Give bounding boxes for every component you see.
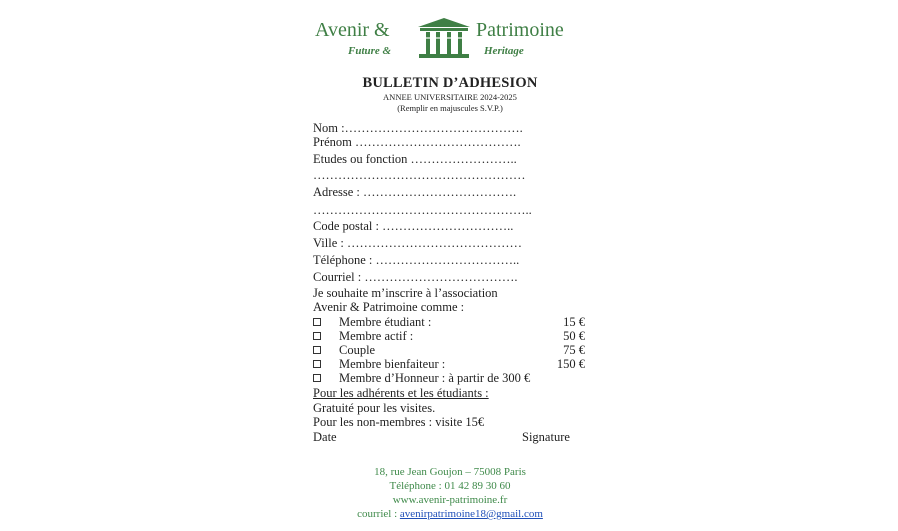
footer-email-label: courriel : bbox=[357, 508, 400, 520]
notes-heading: Pour les adhérents et les étudiants : bbox=[313, 386, 489, 400]
checkbox-icon[interactable] bbox=[313, 374, 321, 382]
logo-subtitle-left: Future & bbox=[348, 45, 392, 57]
checkbox-icon[interactable] bbox=[313, 332, 321, 340]
membership-intro-line2: Avenir & Patrimoine comme : bbox=[313, 300, 465, 314]
logo-name-left: Avenir & bbox=[315, 19, 390, 41]
membership-intro-line1: Je souhaite m’inscrire à l’association bbox=[313, 286, 498, 300]
membership-label: Membre étudiant : bbox=[339, 315, 432, 329]
logo-name-right: Patrimoine bbox=[476, 19, 564, 41]
membership-label: Couple bbox=[339, 343, 376, 357]
field-adresse-continued[interactable]: …………………………………………….. bbox=[313, 203, 532, 217]
membership-option-etudiant[interactable] bbox=[313, 315, 585, 329]
field-etudes-continued[interactable]: …………………………………………… bbox=[313, 168, 526, 182]
academic-year: ANNEE UNIVERSITAIRE 2024-2025 bbox=[383, 92, 517, 102]
notes-nonmembers: Pour les non-membres : visite 15€ bbox=[313, 415, 485, 429]
membership-option-actif[interactable] bbox=[313, 329, 585, 343]
membership-label: Membre d’Honneur : à partir de 300 € bbox=[339, 371, 531, 385]
membership-price: 150 € bbox=[556, 357, 585, 371]
signature-label: Signature bbox=[522, 430, 570, 444]
field-courriel[interactable]: Courriel : ………………………………. bbox=[313, 270, 518, 284]
field-prenom[interactable]: Prénom …………………………………. bbox=[313, 135, 521, 149]
checkbox-icon[interactable] bbox=[313, 360, 321, 368]
field-ville[interactable]: Ville : …………………………………… bbox=[313, 236, 522, 250]
logo-subtitle-right: Heritage bbox=[484, 45, 524, 57]
field-etudes[interactable]: Etudes ou fonction …………………….. bbox=[313, 152, 517, 166]
notes-free-visits: Gratuité pour les visites. bbox=[313, 401, 436, 415]
membership-option-bienfaiteur[interactable] bbox=[313, 357, 585, 371]
date-label: Date bbox=[313, 430, 337, 444]
building-columns-icon bbox=[416, 17, 472, 64]
membership-label: Membre bienfaiteur : bbox=[339, 357, 446, 371]
form-title: BULLETIN D’ADHESION bbox=[362, 75, 538, 91]
checkbox-icon[interactable] bbox=[313, 346, 321, 354]
field-nom[interactable]: Nom :……………………………………. bbox=[313, 121, 523, 135]
membership-option-couple[interactable] bbox=[313, 343, 585, 357]
membership-label: Membre actif : bbox=[339, 329, 414, 343]
membership-price: 75 € bbox=[563, 343, 585, 357]
field-telephone[interactable]: Téléphone : …………………………….. bbox=[313, 253, 520, 267]
membership-price: 50 € bbox=[563, 329, 585, 343]
checkbox-icon[interactable] bbox=[313, 318, 321, 326]
email-link[interactable]: avenirpatrimoine18@gmail.com bbox=[399, 508, 543, 520]
fill-instruction: (Remplir en majuscules S.V.P.) bbox=[397, 103, 503, 113]
field-adresse[interactable]: Adresse : ………………………………. bbox=[313, 185, 517, 199]
association-logo bbox=[312, 14, 592, 62]
membership-price: 15 € bbox=[563, 315, 585, 329]
footer-email bbox=[300, 508, 600, 520]
field-code-postal[interactable]: Code postal : ………………………….. bbox=[313, 219, 514, 233]
footer-phone: Téléphone : 01 42 89 30 60 bbox=[389, 480, 511, 492]
footer-website[interactable]: www.avenir-patrimoine.fr bbox=[392, 494, 508, 506]
membership-option-honneur[interactable] bbox=[313, 371, 585, 385]
footer-address: 18, rue Jean Goujon – 75008 Paris bbox=[374, 466, 526, 478]
